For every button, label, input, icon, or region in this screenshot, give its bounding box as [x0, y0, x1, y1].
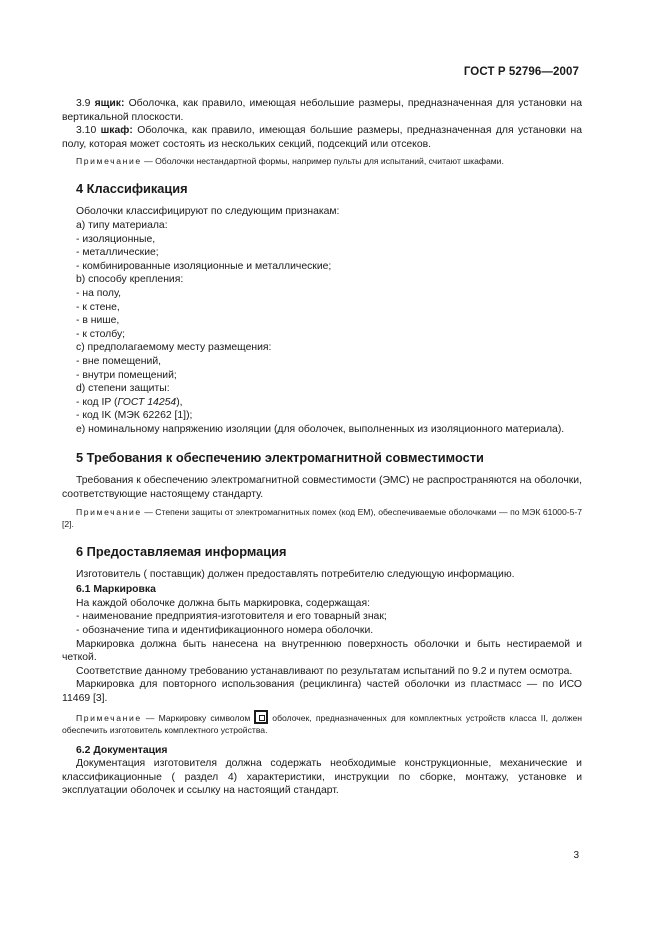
note-text: — Маркировку символом — [145, 712, 251, 723]
note-text: — Оболочки нестандартной формы, например пульты для испытаний, считают шкафами. — [144, 156, 504, 167]
subsection-6-2-heading: 6.2 Документация — [76, 744, 168, 756]
definition-text: Оболочка, как правило, имеющая большие размеры, предназначенная для установки на полу, которая может состоять из нескольких секций, подсекций или отсеков. — [62, 125, 582, 150]
double-insulation-symbol-icon — [254, 710, 268, 724]
section-5-heading: 5 Требования к обеспечению электромагнитной совместимости — [76, 450, 484, 466]
page-content — [62, 97, 582, 798]
paragraph: Соответствие данному требованию устанавливают по результатам испытаний по 9.2 и путем осмотра. — [76, 665, 573, 677]
list-item-ip — [62, 396, 582, 410]
list-item: b) способу крепления: — [76, 274, 184, 286]
subsection-6-1-heading: 6.1 Маркировка — [76, 584, 156, 596]
ip-suffix: ), — [176, 396, 183, 408]
definition-3-10 — [62, 124, 582, 151]
list-item: - обозначение типа и идентификационного номера оболочки. — [76, 625, 374, 637]
term: ящик: — [94, 98, 125, 109]
paragraph: Документация изготовителя должна содержать необходимые конструкционные, механические и классификационные ( раздел 4) характеристики, инструкции по сборке, монтажу, установке и эксплуатации оболочек и ссылку на настоящий стандарт. — [62, 758, 582, 797]
note-3-10 — [62, 155, 582, 167]
doc-number-header: ГОСТ Р 52796—2007 — [463, 66, 579, 78]
definition-text: Оболочка, как правило, имеющая небольшие размеры, предназначенная для установки на вертикальной плоскости. — [62, 98, 583, 123]
list-item: а) типу материала: — [76, 219, 168, 231]
list-item: - металлические; — [76, 247, 159, 259]
list-item: - в нише, — [76, 315, 120, 327]
list-item: - комбинированные изоляционные и металлические; — [76, 260, 332, 272]
page-number: 3 — [573, 850, 579, 861]
note-label: Примечание — [76, 506, 142, 517]
list-item-ik: - код IK (МЭК 62262 [1]); — [76, 410, 193, 422]
note-text: — Степени защиты от электромагнитных помех (код ЕМ), обеспечиваемые оболочками — по МЭК 61000-5-7 [2]. — [62, 506, 582, 529]
paragraph: Маркировка для повторного использования (рециклинга) частей оболочки из пластмасс — по ИСО 11469 [3]. — [62, 679, 582, 704]
list-item: d) степени защиты: — [76, 383, 170, 395]
ip-prefix: - код IP ( — [76, 396, 118, 408]
list-item: - к стене, — [76, 301, 120, 313]
section-5-text: Требования к обеспечению электромагнитной совместимости (ЭМС) не распространяются на оболочки, соответствующие настоящему стандарту. — [62, 475, 582, 501]
list-item: - к столбу; — [76, 328, 126, 340]
paragraph: На каждой оболочке должна быть маркировка, содержащая: — [76, 597, 370, 609]
list-item-e: е) номинальному напряжению изоляции (для оболочек, выполненных из изоляционного материала). — [76, 423, 565, 435]
classification-list — [62, 219, 582, 437]
list-item: с) предполагаемому месту размещения: — [76, 342, 272, 354]
definition-3-9 — [62, 97, 582, 124]
note-label: Примечание — [76, 156, 142, 167]
note-5 — [62, 506, 582, 530]
list-item: - изоляционные, — [76, 233, 156, 245]
note-6-1 — [62, 710, 582, 736]
list-item: - внутри помещений; — [76, 369, 177, 381]
standard-reference: ГОСТ 14254 — [117, 396, 177, 408]
section-4-intro: Оболочки классифицируют по следующим признакам: — [76, 206, 340, 218]
clause-number: 3.10 — [76, 125, 97, 137]
term: шкаф: — [100, 125, 133, 137]
clause-number: 3.9 — [76, 98, 91, 109]
note-label: Примечание — [76, 712, 142, 723]
paragraph: Маркировка должна быть нанесена на внутреннюю поверхность оболочки и быть нестираемой и четкой. — [62, 638, 582, 664]
section-4-heading: 4 Классификация — [76, 181, 188, 197]
list-item: - наименование предприятия-изготовителя и его товарный знак; — [76, 611, 387, 623]
section-6-intro: Изготовитель ( поставщик) должен предоставлять потребителю следующую информацию. — [76, 568, 515, 580]
list-item: - на полу, — [76, 287, 122, 299]
section-6-heading: 6 Предоставляемая информация — [76, 543, 287, 559]
note-text: оболочек, предназначенных для комплектных устройств класса II, должен обеспечить изготовитель комплектного устройства. — [62, 712, 583, 735]
list-item: - вне помещений, — [76, 355, 162, 367]
